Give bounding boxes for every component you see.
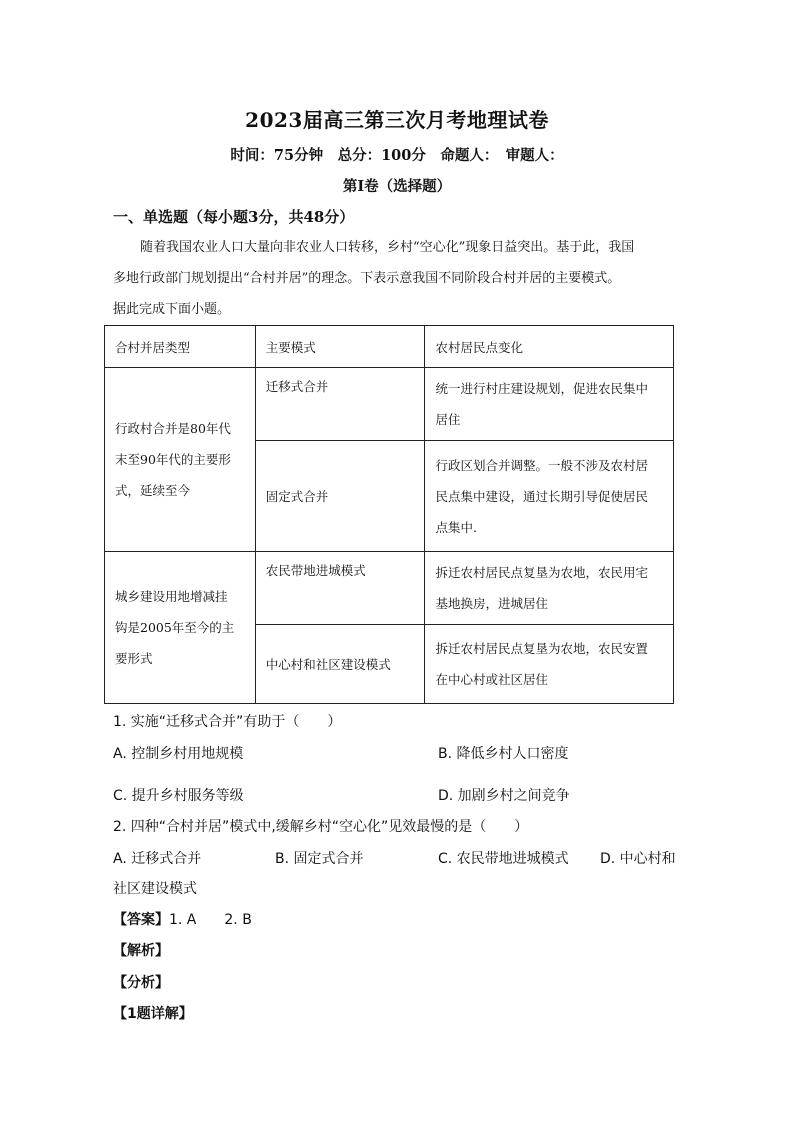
table-row xyxy=(105,368,674,441)
table-header-cell: 主要模式 xyxy=(255,326,425,368)
intro-paragraph xyxy=(113,232,683,325)
answer-label: 【答案】 xyxy=(113,912,169,928)
merge-type-line: 城乡建设用地增减挂 xyxy=(115,589,228,604)
change-line: 点集中. xyxy=(435,519,477,535)
change-cell xyxy=(425,441,674,552)
change-line: 居住 xyxy=(435,412,461,427)
answer-line xyxy=(113,909,252,929)
volume-heading: 第Ⅰ卷（选择题） xyxy=(342,178,452,195)
change-line: 拆迁农村居民点复垦为农地，农民安置 xyxy=(435,641,648,656)
question-1-option-c[interactable]: C. 提升乡村服务等级 xyxy=(113,788,244,804)
table-header-cell: 农村居民点变化 xyxy=(425,326,674,368)
question-2-option-d[interactable]: D. 中心村和 xyxy=(600,851,676,867)
question-1-option-a[interactable]: A. 控制乡村用地规模 xyxy=(113,746,244,762)
modes-table xyxy=(104,325,674,704)
merge-type-line: 钩是2005年至今的主 xyxy=(115,620,235,635)
merge-type-line: 末至90年代的主要形 xyxy=(115,452,231,467)
question-2-option-c[interactable]: C. 农民带地进城模式 xyxy=(438,851,569,867)
page-title: 2023届高三第三次月考地理试卷 xyxy=(245,108,549,132)
question-2-option-b[interactable]: B. 固定式合并 xyxy=(275,851,364,867)
question-1-option-d[interactable]: D. 加剧乡村之间竞争 xyxy=(438,788,570,804)
change-line: 在中心村或社区居住 xyxy=(435,672,548,687)
exam-meta: 时间：75分钟 总分：100分 命题人： 审题人： xyxy=(230,147,564,164)
change-line: 拆迁农村居民点复垦为农地，农民用宅 xyxy=(435,565,648,580)
question-1-option-b[interactable]: B. 降低乡村人口密度 xyxy=(438,746,569,762)
question-2-stem: 2. 四种“合村并居”模式中,缓解乡村“空心化”见效最慢的是（ ） xyxy=(113,819,529,835)
change-cell xyxy=(425,625,674,704)
mode-cell: 农民带地进城模式 xyxy=(255,552,425,625)
merge-type-line: 行政村合并是80年代 xyxy=(115,421,231,436)
mode-cell: 固定式合并 xyxy=(255,441,425,552)
question-2-option-d-wrap[interactable]: 社区建设模式 xyxy=(113,881,197,897)
analysis-label: 【解析】 xyxy=(113,943,169,959)
change-line: 统一进行村庄建设规划，促进农民集中 xyxy=(435,381,648,396)
intro-line: 多地行政部门规划提出“合村并居”的理念。下表示意我国不同阶段合村并居的主要模式。 xyxy=(113,271,621,286)
change-line: 行政区划合并调整。一般不涉及农村居 xyxy=(435,457,648,473)
mode-cell: 迁移式合并 xyxy=(255,368,425,441)
answer-text: 1. A 2. B xyxy=(169,912,252,928)
section-heading: 一、单选题（每小题3分，共48分） xyxy=(113,208,355,226)
mode-cell: 中心村和社区建设模式 xyxy=(255,625,425,704)
table-row xyxy=(105,552,674,625)
change-line: 民点集中建设，通过长期引导促使居民 xyxy=(435,488,648,504)
table-header-row xyxy=(105,326,674,368)
merge-type-cell xyxy=(105,552,256,704)
merge-type-line: 式，延续至今 xyxy=(115,483,191,498)
intro-line: 随着我国农业人口大量向非农业人口转移，乡村“空心化”现象日益突出。基于此，我国 xyxy=(140,240,635,255)
fenxi-label: 【分析】 xyxy=(113,975,169,991)
intro-line: 据此完成下面小题。 xyxy=(113,302,231,317)
merge-type-line: 要形式 xyxy=(115,651,153,666)
merge-type-cell xyxy=(105,368,256,552)
change-line: 基地换房，进城居住 xyxy=(435,596,548,611)
detail-label: 【1题详解】 xyxy=(113,1006,193,1022)
table-header-cell: 合村并居类型 xyxy=(105,326,256,368)
question-2-option-a[interactable]: A. 迁移式合并 xyxy=(113,851,202,867)
question-1-stem: 1. 实施“迁移式合并”有助于（ ） xyxy=(113,714,342,730)
change-cell xyxy=(425,368,674,441)
change-cell xyxy=(425,552,674,625)
